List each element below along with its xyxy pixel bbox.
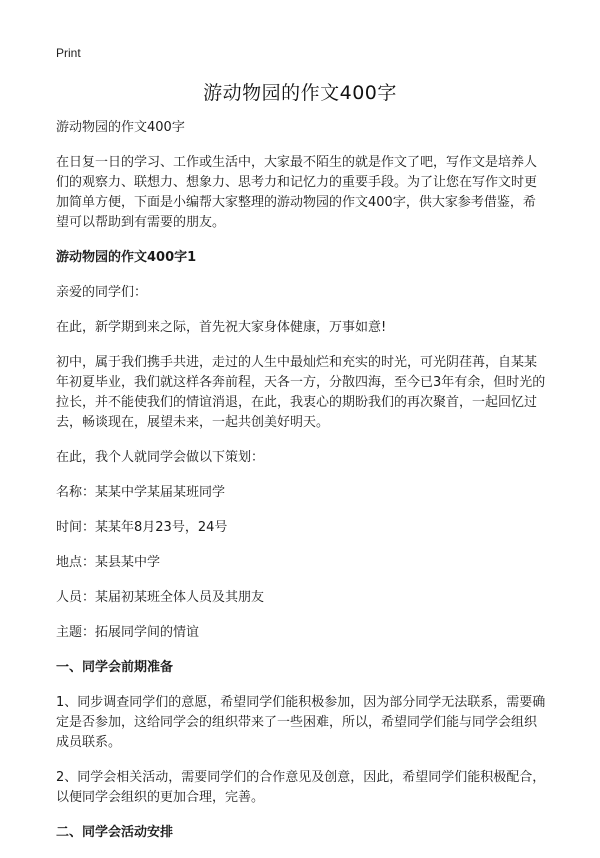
plan-item-people: 人员：某届初某班全体人员及其朋友 (56, 590, 265, 605)
greeting-paragraph: 亲爱的同学们： (56, 285, 148, 300)
plan-item-name: 名称：某某中学某届某班同学 (56, 485, 226, 500)
article-subtitle: 游动物园的作文400字 (56, 120, 185, 135)
plan-item-time: 时间：某某年8月23号，24号 (56, 520, 228, 535)
arrangement-heading: 二、同学会活动安排 (56, 825, 174, 840)
prep-heading: 一、同学会前期准备 (56, 660, 174, 675)
memory-paragraph: 初中，属于我们携手共进，走过的人生中最灿烂和充实的时光，可光阴荏苒，自某某年初夏毕业，我们就这样各奔前程，天各一方，分散四海，至今已3年有余，但时光的拉长，并不能使我们的情谊消退，在此，我衷心的期盼我们的再次聚首，一起回忆过去，畅谈现在，展望未来，一起共创美好明天。 (56, 355, 546, 430)
wishes-paragraph: 在此，新学期到来之际，首先祝大家身体健康，万事如意! (56, 320, 387, 335)
section-heading: 游动物园的作文400字1 (56, 250, 197, 265)
plan-item-place: 地点：某县某中学 (56, 555, 161, 570)
page-title: 游动物园的作文400字 (203, 82, 397, 104)
intro-paragraph: 在日复一日的学习、工作或生活中，大家最不陌生的就是作文了吧，写作文是培养人们的观察力、联想力、想象力、思考力和记忆力的重要手段。为了让您在写作文时更加简单方便，下面是小编帮大家整理的游动物园的作文400字，供大家参考借鉴，希望可以帮助到有需要的朋友。 (56, 155, 538, 230)
article-body (56, 118, 546, 858)
prep-item-2: 2、同学会相关活动，需要同学们的合作意见及创意，因此，希望同学们能积极配合，以便同学会组织的更加合理，完善。 (56, 770, 546, 805)
plan-intro-paragraph: 在此，我个人就同学会做以下策划： (56, 450, 265, 465)
print-link[interactable]: Print (56, 46, 81, 60)
prep-item-1: 1、同步调查同学们的意愿，希望同学们能积极参加，因为部分同学无法联系，需要确定是否参加，这给同学会的组织带来了一些困难，所以，希望同学们能与同学会组织成员联系。 (56, 695, 546, 750)
plan-item-theme: 主题：拓展同学间的情谊 (56, 625, 200, 640)
